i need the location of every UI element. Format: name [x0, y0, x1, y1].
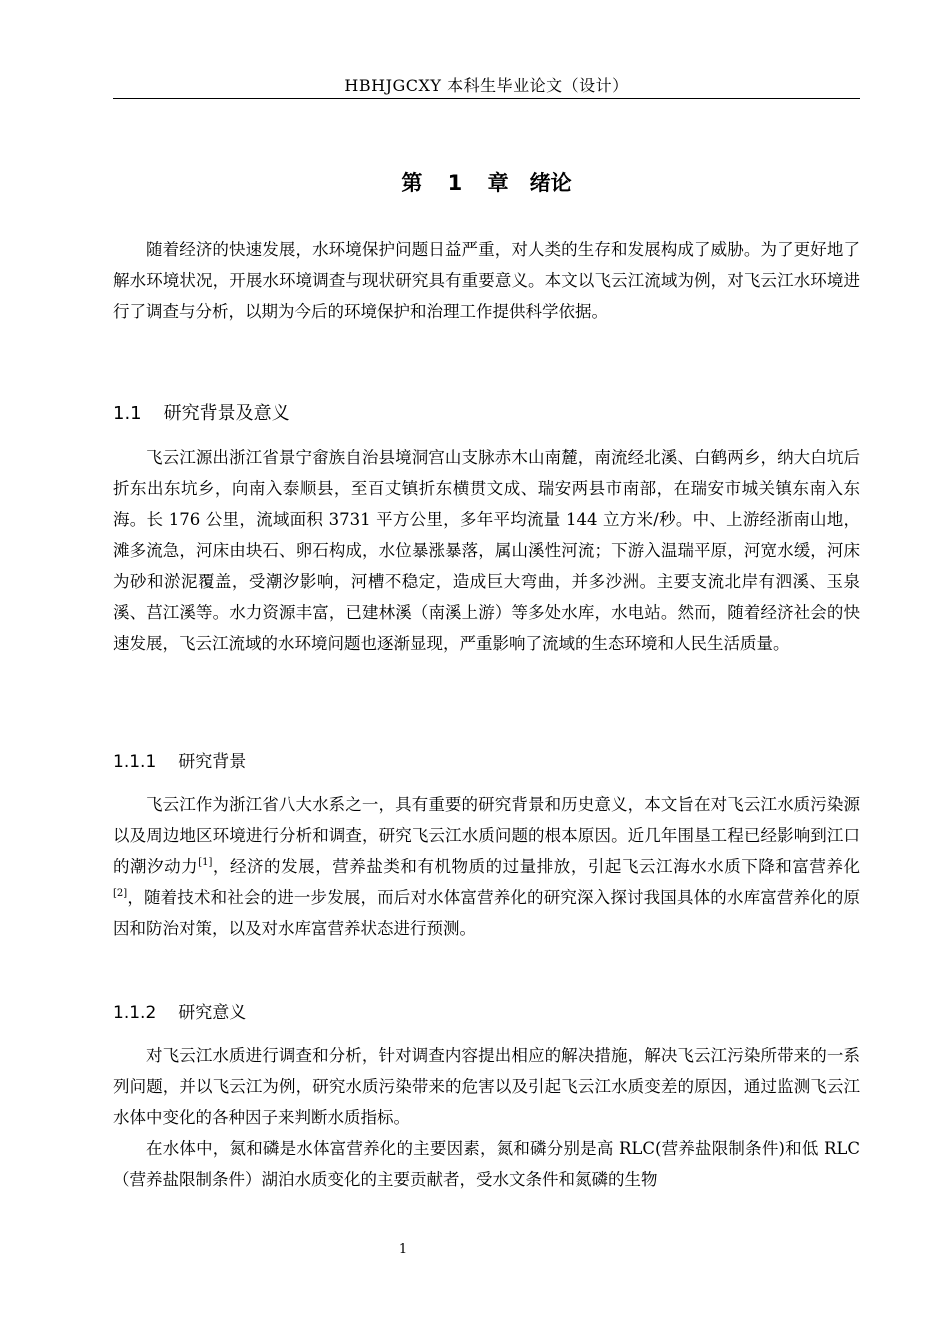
header-divider	[113, 98, 860, 99]
page-number: 1	[398, 1242, 408, 1257]
chapter-title: 第 1 章 绪论	[401, 171, 572, 195]
section-title: 研究背景及意义	[163, 403, 290, 424]
research-background-paragraph	[113, 789, 860, 944]
citation-ref-2[interactable]: [2]	[113, 888, 128, 899]
nutrient-paragraph: 在水体中，氮和磷是水体富营养化的主要因素，氮和磷分别是高 RLC(营养盐限制条件)和低 RLC（营养盐限制条件）湖泊水质变化的主要贡献者，受水文条件和氮磷的生物	[113, 1139, 860, 1189]
research-significance-paragraph: 对飞云江水质进行调查和分析，针对调查内容提出相应的解决措施，解决飞云江污染所带来的一系列问题，并以飞云江为例，研究水质污染带来的危害以及引起飞云江水质变差的原因，通过监测飞云江水体中变化的各种因子来判断水质指标。	[113, 1046, 860, 1127]
intro-paragraph: 随着经济的快速发展，水环境保护问题日益严重，对人类的生存和发展构成了威胁。为了更好地了解水环境状况，开展水环境调查与现状研究具有重要意义。本文以飞云江流域为例，对飞云江水环境进行了调查与分析，以期为今后的环境保护和治理工作提供科学依据。	[113, 240, 860, 321]
paragraph-text: ，随着技术和社会的进一步发展，而后对水体富营养化的研究深入探讨我国具体的水库富营养化的原因和防治对策，以及对水库富营养状态进行预测。	[113, 888, 860, 938]
section-heading-1-1-2	[113, 1000, 860, 1026]
subsection-title: 研究意义	[178, 1003, 247, 1023]
paragraph-text: ，经济的发展，营养盐类和有机物质的过量排放，引起飞云江海水水质下降和富营养化	[212, 857, 861, 876]
section-heading-1-1	[113, 400, 860, 428]
page-header: HBHJGCXY 本科生毕业论文（设计）	[344, 76, 629, 95]
subsection-title: 研究背景	[178, 752, 247, 772]
subsection-number: 1.1.1	[113, 752, 157, 772]
citation-ref-1[interactable]: [1]	[198, 857, 213, 868]
subsection-number: 1.1.2	[113, 1003, 157, 1023]
section-heading-1-1-1	[113, 749, 860, 775]
paragraph-text: 飞云江作为浙江省八大水系之一，具有重要的研究背景和历史意义，本文旨在对飞云江水质污染源以及周边地区环境进行分析和调查，研究飞云江水质问题的根本原因。近几年围垦工程已经影响到江口的潮汐动力	[113, 795, 860, 876]
section-number: 1.1	[113, 403, 142, 424]
background-paragraph: 飞云江源出浙江省景宁畲族自治县境洞宫山支脉赤木山南麓，南流经北溪、白鹤两乡，纳大白坑后折东出东坑乡，向南入泰顺县，至百丈镇折东横贯文成、瑞安两县市南部，在瑞安市城关镇东南入东海。长 176 公里，流域面积 3731 平方公里，多年平均流量 144 立方米/秒。中、上游经浙南山地，滩多流急，河床由块石、卵石构成，水位暴涨暴落，属山溪性河流；下游入温瑞平原，河宽水缓，河床为砂和淤泥覆盖，受潮汐影响，河槽不稳定，造成巨大弯曲，并多沙洲。主要支流北岸有泗溪、玉泉溪、莒江溪等。水力资源丰富，已建林溪（南溪上游）等多处水库，水电站。然而，随着经济社会的快速发展，飞云江流域的水环境问题也逐渐显现，严重影响了流域的生态环境和人民生活质量。	[113, 448, 860, 653]
